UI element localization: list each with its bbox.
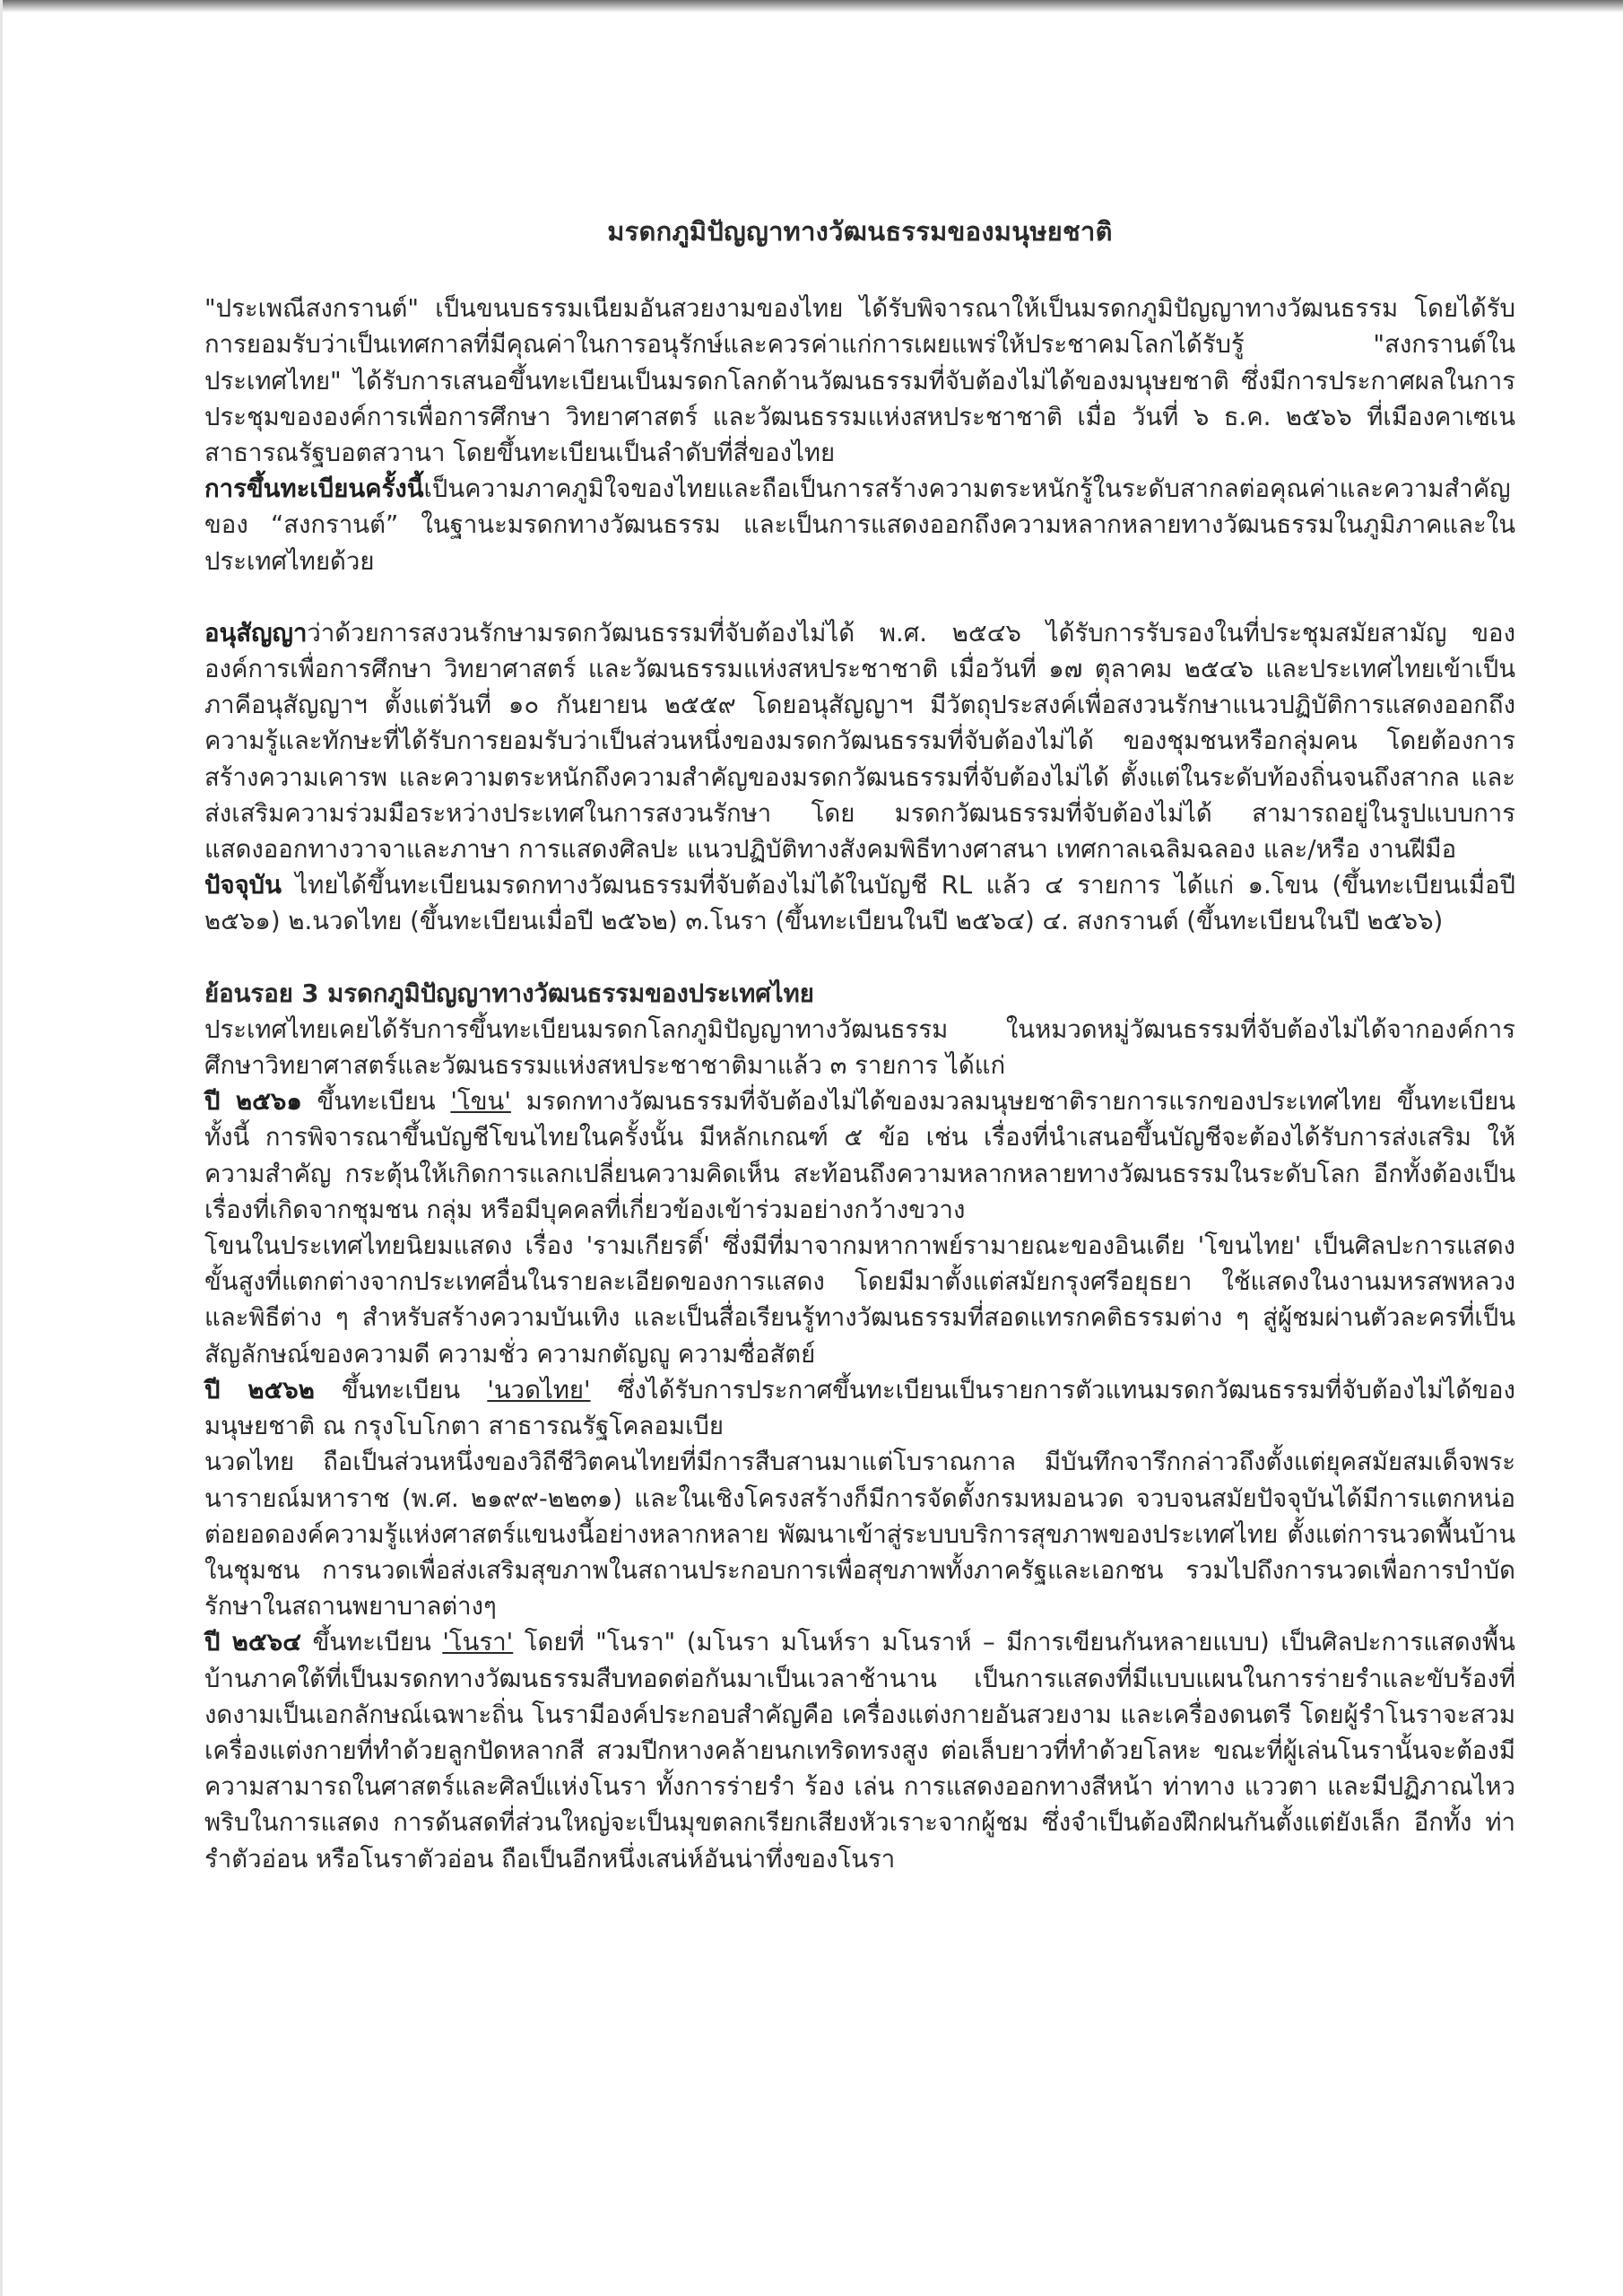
spacer	[204, 579, 1515, 615]
paragraph-khon-text-a: ขึ้นทะเบียน	[301, 1087, 451, 1117]
paragraph-massage-text-a: ขึ้นทะเบียน	[314, 1375, 488, 1405]
paragraph-convention-lead: อนุสัญญา	[204, 618, 308, 648]
document-page	[204, 213, 1515, 1877]
paragraph-nora	[204, 1624, 1515, 1876]
paragraph-khon-detail: โขนในประเทศไทยนิยมแสดง เรื่อง 'รามเกียรติ์' ซึ่งมีที่มาจากมหากาพย์รามายณะของอินเดีย 'โขนไทย' เป็นศิลปะการแสดงขั้นสูงที่แตกต่างจากประเทศอื่นในรายละเอียดของการแสดง โดยมีมาตั้งแต่สมัยกรุงศรีอยุธยา ใช้แสดงในงานมหรสพหลวงและพิธีต่าง ๆ สำหรับสร้างความบันเทิง และเป็นสื่อเรียนรู้ทางวัฒนธรรมที่สอดแทรกคติธรรมต่าง ๆ สู่ผู้ชมผ่านตัวละครที่เป็นสัญลักษณ์ของความดี ความชั่ว ความกตัญญู ความซื่อสัตย์	[204, 1231, 1515, 1369]
item-khon: 'โขน'	[450, 1087, 511, 1117]
paragraph-khon	[204, 1083, 1515, 1228]
paragraph-current-lead: ปัจจุบัน	[204, 871, 282, 900]
paragraph-history-intro: ประเทศไทยเคยได้รับการขึ้นทะเบียนมรดกโลกภูมิปัญญาทางวัฒนธรรม ในหมวดหมู่วัฒนธรรมที่จับต้องไม่ได้จากองค์การศึกษาวิทยาศาสตร์และวัฒนธรรมแห่งสหประชาชาติมาแล้ว ๓ รายการ ได้แก่	[204, 1014, 1515, 1081]
paragraph-convention-text: ว่าด้วยการสงวนรักษามรดกวัฒนธรรมที่จับต้องไม่ได้ พ.ศ. ๒๕๔๖ ได้รับการรับรองในที่ประชุมสมัยสามัญ ขององค์การเพื่อการศึกษา วิทยาศาสตร์ และวัฒนธรรมแห่งสหประชาชาติ เมื่อวันที่ ๑๗ ตุลาคม ๒๕๔๖ และประเทศไทยเข้าเป็นภาคีอนุสัญญาฯ ตั้งแต่วันที่ ๑๐ กันยายน ๒๕๕๙ โดยอนุสัญญาฯ มีวัตถุประสงค์เพื่อสงวนรักษาแนวปฏิบัติการแสดงออกถึงความรู้และทักษะที่ได้รับการยอมรับว่าเป็นส่วนหนึ่งของมรดกวัฒนธรรมที่จับต้องไม่ได้ ของชุมชนหรือกลุ่มคน โดยต้องการสร้างความเคารพ และความตระหนักถึงความสำคัญของมรดกวัฒนธรรมที่จับต้องไม่ได้ ตั้งแต่ในระดับท้องถิ่นจนถึงสากล และส่งเสริมความร่วมมือระหว่างประเทศในการสงวนรักษา โดย มรดกวัฒนธรรมที่จับต้องไม่ได้ สามารถอยู่ในรูปแบบการแสดงออกทางวาจาและภาษา การแสดงศิลปะ แนวปฏิบัติทางสังคมพิธีทางศาสนา เทศกาลเฉลิมฉลอง และ/หรือ งานฝีมือ	[204, 618, 1515, 865]
paragraph-registration	[204, 471, 1515, 579]
paragraph-nora-text-a: ขึ้นทะเบียน	[301, 1628, 443, 1657]
year-label-2564: ปี ๒๕๖๔	[204, 1628, 302, 1657]
document-title: มรดกภูมิปัญญาทางวัฒนธรรมของมนุษยชาติ	[607, 216, 1113, 247]
section-heading: ย้อนรอย 3 มรดกภูมิปัญญาทางวัฒนธรรมของประเทศไทย	[204, 978, 814, 1008]
paragraph-registration-lead: การขึ้นทะเบียนครั้งนี้	[204, 474, 424, 504]
paragraph-khon-text-b: มรดกทางวัฒนธรรมที่จับต้องไม่ได้ของมวลมนุษยชาติรายการแรกของประเทศไทย ขึ้นทะเบียน ทั้งนี้ การพิจารณาขึ้นบัญชีโขนไทยในครั้งนั้น มีหลักเกณฑ์ ๕ ข้อ เช่น เรื่องที่นำเสนอขึ้นบัญชีจะต้องได้รับการส่งเสริม ให้ความสำคัญ กระตุ้นให้เกิดการแลกเปลี่ยนความคิดเห็น สะท้อนถึงความหลากหลายทางวัฒนธรรมในระดับโลก อีกทั้งต้องเป็นเรื่องที่เกิดจากชุมชน กลุ่ม หรือมีบุคคลที่เกี่ยวข้องเข้าร่วมอย่างกว้างขวาง	[204, 1087, 1516, 1224]
paragraph-current	[204, 867, 1515, 939]
paragraph-nora-text-b: โดยที่ "โนรา" (มโนรา มโนห์รา มโนราห์ – มีการเขียนกันหลายแบบ) เป็นศิลปะการแสดงพื้นบ้านภาคใต้ที่เป็นมรดกทางวัฒนธรรมสืบทอดต่อกันมาเป็นเวลาช้านาน เป็นการแสดงที่มีแบบแผนในการร่ายรำและขับร้องที่งดงามเป็นเอกลักษณ์เฉพาะถิ่น โนรามีองค์ประกอบสำคัญคือ เครื่องแต่งกายอันสวยงาม และเครื่องดนตรี โดยผู้รำโนราจะสวมเครื่องแต่งกายที่ทำด้วยลูกปัดหลากสี สวมปีกหางคล้ายนกเทริดทรงสูง ต่อเล็บยาวที่ทำด้วยโลหะ ขณะที่ผู้เล่นโนรานั้นจะต้องมีความสามารถในศาสตร์และศิลป์แห่งโนรา ทั้งการร่ายรำ ร้อง เล่น การแสดงออกทางสีหน้า ท่าทาง แววตา และมีปฏิภาณไหวพริบในการแสดง การด้นสดที่ส่วนใหญ่จะเป็นมุขตลกเรียกเสียงหัวเราะจากผู้ชม ซึ่งจำเป็นต้องฝึกฝนกันตั้งแต่ยังเล็ก อีกทั้ง ท่ารำตัวอ่อน หรือโนราตัวอ่อน ถือเป็นอีกหนึ่งเสน่ห์อันน่าทึ่งของโนรา	[204, 1628, 1515, 1874]
paragraph-current-text: ไทยได้ขึ้นทะเบียนมรดกทางวัฒนธรรมที่จับต้องไม่ได้ในบัญชี RL แล้ว ๔ รายการ ได้แก่ ๑.โขน (ขึ้นทะเบียนเมื่อปี ๒๕๖๑) ๒.นวดไทย (ขึ้นทะเบียนเมื่อปี ๒๕๖๒) ๓.โนรา (ขึ้นทะเบียนในปี ๒๕๖๔) ๔. สงกรานต์ (ขึ้นทะเบียนในปี ๒๕๖๖)	[204, 871, 1515, 936]
item-nora: 'โนรา'	[442, 1628, 514, 1657]
spacer	[204, 940, 1515, 976]
year-label-2561: ปี ๒๕๖๑	[204, 1087, 302, 1117]
paragraph-songkran-intro: "ประเพณีสงกรานต์" เป็นขนบธรรมเนียมอันสวยงามของไทย ได้รับพิจารณาให้เป็นมรดกภูมิปัญญาทางวัฒนธรรม โดยได้รับการยอมรับว่าเป็นเทศกาลที่มีคุณค่าในการอนุรักษ์และควรค่าแก่การเผยแพร่ให้ประชาคมโลกได้รับรู้ "สงกรานต์ในประเทศไทย" ได้รับการเสนอขึ้นทะเบียนเป็นมรดกโลกด้านวัฒนธรรมที่จับต้องไม่ได้ของมนุษยชาติ ซึ่งมีการประกาศผลในการประชุมขององค์การเพื่อการศึกษา วิทยาศาสตร์ และวัฒนธรรมแห่งสหประชาชาติ เมื่อ วันที่ ๖ ธ.ค. ๒๕๖๖ ที่เมืองคาเซเน สาธารณรัฐบอตสวานา โดยขึ้นทะเบียนเป็นลำดับที่สี่ของไทย	[204, 294, 1515, 468]
paragraph-registration-text: เป็นความภาคภูมิใจของไทยและถือเป็นการสร้างความตระหนักรู้ในระดับสากลต่อคุณค่าและความสำคัญของ “สงกรานต์” ในฐานะมรดกทางวัฒนธรรม และเป็นการแสดงออกถึงความหลากหลายทางวัฒนธรรมในภูมิภาคและในประเทศไทยด้วย	[204, 474, 1515, 576]
paragraph-massage-text-b: ซึ่งได้รับการประกาศขึ้นทะเบียนเป็นรายการตัวแทนมรดกวัฒนธรรมที่จับต้องไม่ได้ของมนุษยชาติ ณ กรุงโบโกตา สาธารณรัฐโคลอมเบีย	[204, 1375, 1515, 1441]
paragraph-convention	[204, 615, 1515, 867]
scan-top-edge	[0, 0, 1623, 13]
paragraph-massage-detail: นวดไทย ถือเป็นส่วนหนึ่งของวิถีชีวิตคนไทยที่มีการสืบสานมาแต่โบราณกาล มีบันทึกจารึกกล่าวถึงตั้งแต่ยุคสมัยสมเด็จพระนารายณ์มหาราช (พ.ศ. ๒๑๙๙-๒๒๓๑) และในเชิงโครงสร้างก็มีการจัดตั้งกรมหมอนวด จวบจนสมัยปัจจุบันได้มีการแตกหน่อต่อยอดองค์ความรู้แห่งศาสตร์แขนงนี้อย่างหลากหลาย พัฒนาเข้าสู่ระบบบริการสุขภาพของประเทศไทย ตั้งแต่การนวดพื้นบ้านในชุมชน การนวดเพื่อส่งเสริมสุขภาพในสถานประกอบการเพื่อสุขภาพทั้งภาครัฐและเอกชน รวมไปถึงการนวดเพื่อการบำบัดรักษาในสถานพยาบาลต่างๆ	[204, 1448, 1515, 1622]
item-thai-massage: 'นวดไทย'	[487, 1375, 591, 1405]
scan-left-edge	[0, 0, 3, 2296]
paragraph-thai-massage	[204, 1372, 1515, 1444]
year-label-2562: ปี ๒๕๖๒	[204, 1375, 315, 1405]
